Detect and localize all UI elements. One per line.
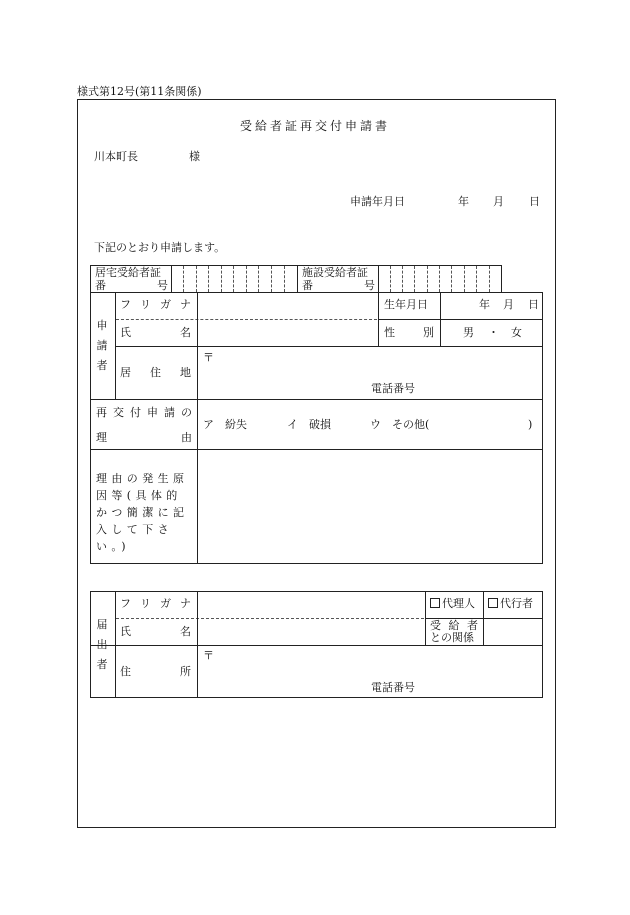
date-day: 日 (529, 195, 540, 208)
home-cert-label-go: 号 (157, 279, 168, 292)
checkbox-icon (488, 598, 498, 608)
sex-female-option[interactable]: 女 (511, 326, 522, 339)
checkbox-icon (430, 598, 440, 608)
facility-digit-cell[interactable] (489, 266, 490, 292)
facility-digit-cell[interactable] (414, 266, 415, 292)
intro-text: 下記のとおり申請します。 (94, 241, 226, 254)
sex-male-option[interactable]: 男 (463, 326, 474, 339)
facility-digit-cell[interactable] (390, 266, 391, 292)
date-label: 申請年月日 (350, 195, 405, 208)
date-month: 月 (493, 195, 504, 208)
reason-option-damaged[interactable]: イ 破損 (287, 418, 331, 431)
submitter-name-field[interactable] (198, 619, 424, 644)
facility-digit-cell[interactable] (402, 266, 403, 292)
birthdate-label: 生年月日 (384, 298, 428, 311)
applicant-postal-mark: 〒 (203, 351, 214, 364)
submitter-address-field[interactable] (198, 646, 541, 676)
reason-option-other[interactable]: ウ その他( (370, 418, 430, 431)
applicant-address-label: 居 住 地 (120, 366, 191, 379)
relation-field[interactable] (484, 619, 541, 644)
facility-digit-cell[interactable] (464, 266, 465, 292)
applicant-section-label: 申 請 者 (96, 319, 108, 372)
home-digit-cell[interactable] (196, 266, 197, 292)
applicant-name-label: 氏 名 (120, 326, 191, 339)
reason-detail-label: 理由の発生原因等(具体的かつ簡潔に記入して下さい。) (96, 472, 189, 553)
relation-label-2: との関係 (430, 631, 474, 644)
reissue-reason-label-2: 理 由 (96, 431, 192, 444)
facility-digit-cell[interactable] (476, 266, 477, 292)
applicant-address-field[interactable] (198, 347, 541, 377)
home-digit-cell[interactable] (233, 266, 234, 292)
submitter-phone-label: 電話番号 (371, 681, 415, 694)
submitter-postal-mark: 〒 (203, 649, 214, 662)
agent-label: 代理人 (442, 597, 475, 610)
addressee-town-head: 川本町長 (94, 150, 138, 163)
birth-day: 日 (528, 298, 539, 311)
proxy-label: 代行者 (500, 597, 533, 610)
home-cert-label-ban: 番 (95, 279, 106, 292)
submitter-furigana-label: フ リ ガ ナ (120, 597, 191, 610)
facility-cert-label-go: 号 (364, 279, 375, 292)
sex-separator: ・ (488, 326, 499, 339)
reason-option-lost[interactable]: ア 紛失 (203, 418, 247, 431)
facility-digit-cell[interactable] (427, 266, 428, 292)
submitter-furigana-field[interactable] (198, 592, 424, 617)
home-digit-cell[interactable] (258, 266, 259, 292)
proxy-checkbox[interactable] (488, 598, 533, 609)
reason-detail-field[interactable] (198, 450, 541, 562)
sex-label: 性 別 (384, 326, 434, 339)
home-digit-cell[interactable] (271, 266, 272, 292)
home-digit-cell[interactable] (208, 266, 209, 292)
agent-checkbox[interactable] (430, 598, 475, 609)
submitter-section-label: 届 出 者 (96, 618, 108, 671)
date-year: 年 (458, 195, 469, 208)
reissue-reason-label: 再 交 付 申 請 の (96, 406, 192, 419)
submitter-name-label: 氏 名 (120, 625, 191, 638)
facility-digit-cell[interactable] (439, 266, 440, 292)
submitter-address-label: 住 所 (120, 665, 191, 678)
facility-cert-label: 施設受給者証 (302, 266, 368, 279)
birth-month: 月 (503, 298, 514, 311)
applicant-name-field[interactable] (198, 320, 377, 345)
facility-cert-label-ban: 番 (302, 279, 313, 292)
facility-digit-cell[interactable] (451, 266, 452, 292)
relation-label: 受 給 者 (430, 619, 478, 632)
addressee-honorific: 様 (189, 150, 200, 163)
birth-year: 年 (479, 298, 490, 311)
home-digit-cell[interactable] (183, 266, 184, 292)
reason-other-close-paren: ) (528, 418, 533, 431)
home-digit-cell[interactable] (284, 266, 285, 292)
applicant-phone-label: 電話番号 (371, 382, 415, 395)
home-digit-cell[interactable] (221, 266, 222, 292)
home-digit-cell[interactable] (246, 266, 247, 292)
form-number: 様式第12号(第11条関係) (77, 85, 202, 98)
home-cert-label: 居宅受給者証 (95, 266, 161, 279)
applicant-furigana-field[interactable] (198, 293, 377, 318)
applicant-furigana-label: フ リ ガ ナ (120, 298, 191, 311)
form-title: 受給者証再交付申請書 (240, 119, 391, 133)
